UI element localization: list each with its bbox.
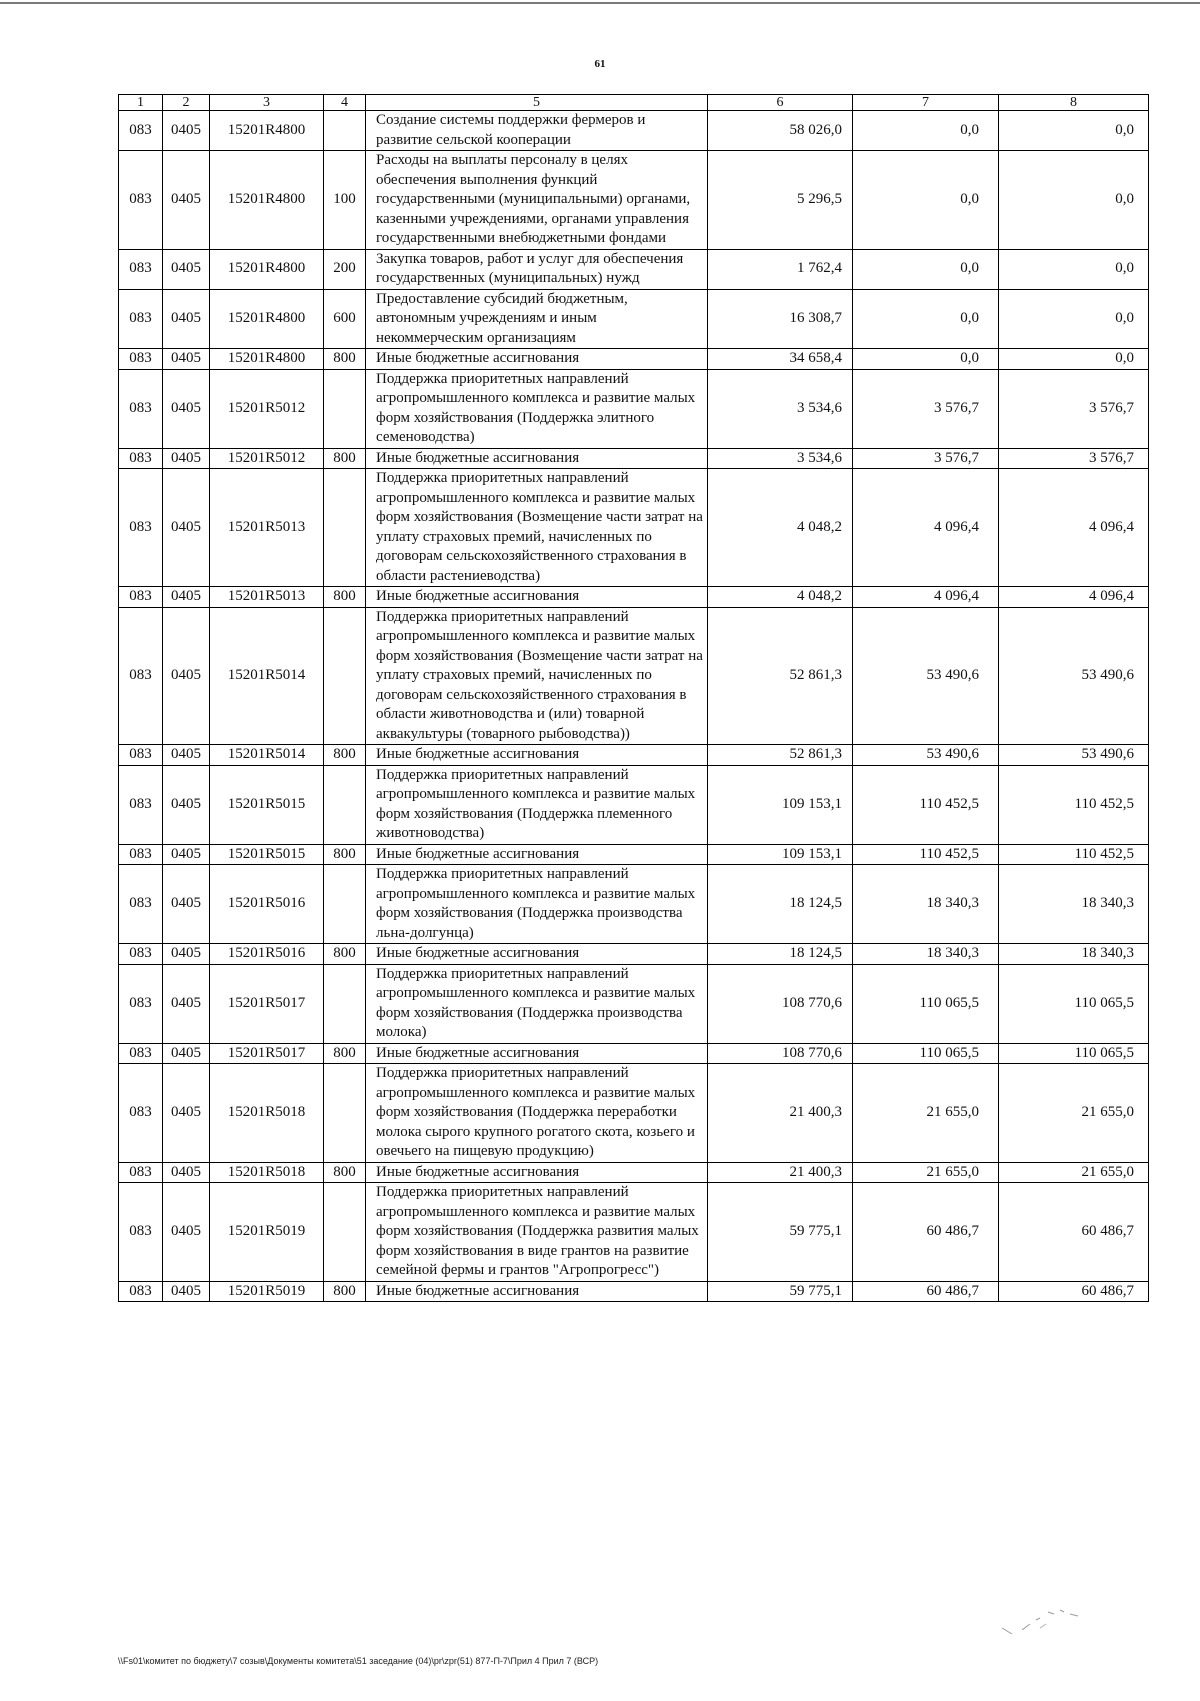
cell-amount-col8: 0,0 (999, 289, 1149, 349)
cell-section-code: 0405 (163, 607, 210, 745)
cell-description: Иные бюджетные ассигнования (366, 1162, 708, 1183)
cell-amount-col7: 60 486,7 (853, 1281, 999, 1302)
cell-amount-col8: 0,0 (999, 249, 1149, 289)
cell-section-code: 0405 (163, 765, 210, 844)
cell-amount-col8: 21 655,0 (999, 1064, 1149, 1163)
header-cell: 6 (708, 95, 853, 111)
cell-description: Иные бюджетные ассигнования (366, 745, 708, 766)
cell-section-code: 0405 (163, 1183, 210, 1282)
cell-admin-code: 083 (119, 349, 163, 370)
cell-expense-type: 800 (324, 1043, 366, 1064)
cell-admin-code: 083 (119, 587, 163, 608)
cell-target-article: 15201R4800 (210, 249, 324, 289)
cell-amount-col6: 21 400,3 (708, 1064, 853, 1163)
cell-amount-col6: 4 048,2 (708, 587, 853, 608)
cell-section-code: 0405 (163, 289, 210, 349)
cell-section-code: 0405 (163, 349, 210, 370)
cell-expense-type: 200 (324, 249, 366, 289)
cell-amount-col7: 3 576,7 (853, 448, 999, 469)
table-row (119, 607, 1149, 745)
cell-section-code: 0405 (163, 469, 210, 587)
cell-description: Поддержка приоритетных направлений агропромышленного комплекса и развитие малых форм хозяйствования (Поддержка производства молока) (366, 964, 708, 1043)
cell-admin-code: 083 (119, 944, 163, 965)
cell-section-code: 0405 (163, 944, 210, 965)
cell-expense-type: 800 (324, 349, 366, 370)
cell-expense-type (324, 1183, 366, 1282)
table-row (119, 765, 1149, 844)
cell-target-article: 15201R5013 (210, 587, 324, 608)
cell-expense-type: 100 (324, 151, 366, 250)
cell-amount-col7: 4 096,4 (853, 469, 999, 587)
cell-admin-code: 083 (119, 765, 163, 844)
header-cell: 8 (999, 95, 1149, 111)
cell-amount-col8: 0,0 (999, 111, 1149, 151)
cell-target-article: 15201R5014 (210, 607, 324, 745)
cell-amount-col7: 4 096,4 (853, 587, 999, 608)
table-row (119, 1064, 1149, 1163)
cell-amount-col7: 21 655,0 (853, 1162, 999, 1183)
cell-amount-col6: 58 026,0 (708, 111, 853, 151)
cell-amount-col6: 3 534,6 (708, 369, 853, 448)
cell-amount-col7: 110 065,5 (853, 1043, 999, 1064)
cell-admin-code: 083 (119, 1183, 163, 1282)
cell-amount-col8: 3 576,7 (999, 448, 1149, 469)
cell-amount-col6: 108 770,6 (708, 964, 853, 1043)
table-row (119, 944, 1149, 965)
cell-amount-col7: 21 655,0 (853, 1064, 999, 1163)
cell-amount-col7: 60 486,7 (853, 1183, 999, 1282)
cell-expense-type: 800 (324, 745, 366, 766)
cell-expense-type (324, 1064, 366, 1163)
cell-target-article: 15201R4800 (210, 111, 324, 151)
cell-amount-col7: 110 452,5 (853, 765, 999, 844)
page-number: 61 (594, 58, 606, 70)
cell-amount-col7: 18 340,3 (853, 944, 999, 965)
table-row (119, 1162, 1149, 1183)
cell-section-code: 0405 (163, 249, 210, 289)
cell-amount-col6: 16 308,7 (708, 289, 853, 349)
table-row (119, 745, 1149, 766)
cell-expense-type (324, 765, 366, 844)
cell-amount-col7: 53 490,6 (853, 607, 999, 745)
cell-admin-code: 083 (119, 289, 163, 349)
header-cell: 1 (119, 95, 163, 111)
cell-description: Предоставление субсидий бюджетным, автономным учреждениям и иным некоммерческим организациям (366, 289, 708, 349)
cell-amount-col8: 0,0 (999, 349, 1149, 370)
cell-amount-col6: 21 400,3 (708, 1162, 853, 1183)
cell-description: Поддержка приоритетных направлений агропромышленного комплекса и развитие малых форм хозяйствования (Возмещение части затрат на уплату страховых премий, начисленных по договорам сельскохозяйственного страхования в области животноводства и (или) товарной аквакультуры (товарного рыбоводства)) (366, 607, 708, 745)
cell-amount-col8: 0,0 (999, 151, 1149, 250)
cell-target-article: 15201R5012 (210, 448, 324, 469)
cell-expense-type: 600 (324, 289, 366, 349)
cell-target-article: 15201R5013 (210, 469, 324, 587)
table-row (119, 469, 1149, 587)
cell-expense-type: 800 (324, 448, 366, 469)
table-body (119, 111, 1149, 1302)
cell-target-article: 15201R4800 (210, 289, 324, 349)
table-row (119, 249, 1149, 289)
cell-admin-code: 083 (119, 1043, 163, 1064)
cell-admin-code: 083 (119, 844, 163, 865)
cell-description: Поддержка приоритетных направлений агропромышленного комплекса и развитие малых форм хозяйствования (Поддержка развития малых форм хозяйствования в виде грантов на развитие семейной фермы и грантов "Агропрогресс") (366, 1183, 708, 1282)
cell-admin-code: 083 (119, 369, 163, 448)
cell-target-article: 15201R5019 (210, 1183, 324, 1282)
cell-admin-code: 083 (119, 1281, 163, 1302)
cell-amount-col8: 3 576,7 (999, 369, 1149, 448)
cell-section-code: 0405 (163, 448, 210, 469)
table-row (119, 369, 1149, 448)
cell-amount-col8: 18 340,3 (999, 944, 1149, 965)
cell-amount-col7: 110 065,5 (853, 964, 999, 1043)
cell-admin-code: 083 (119, 111, 163, 151)
cell-description: Иные бюджетные ассигнования (366, 844, 708, 865)
cell-admin-code: 083 (119, 865, 163, 944)
header-cell: 3 (210, 95, 324, 111)
top-rule (0, 2, 1200, 4)
cell-description: Закупка товаров, работ и услуг для обеспечения государственных (муниципальных) нужд (366, 249, 708, 289)
cell-expense-type (324, 111, 366, 151)
cell-amount-col8: 60 486,7 (999, 1281, 1149, 1302)
cell-amount-col6: 59 775,1 (708, 1183, 853, 1282)
cell-description: Поддержка приоритетных направлений агропромышленного комплекса и развитие малых форм хозяйствования (Поддержка племенного животноводства) (366, 765, 708, 844)
cell-admin-code: 083 (119, 607, 163, 745)
cell-amount-col8: 18 340,3 (999, 865, 1149, 944)
table-row (119, 964, 1149, 1043)
cell-amount-col6: 4 048,2 (708, 469, 853, 587)
cell-expense-type (324, 607, 366, 745)
cell-description: Создание системы поддержки фермеров и развитие сельской кооперации (366, 111, 708, 151)
table-row (119, 1281, 1149, 1302)
cell-admin-code: 083 (119, 745, 163, 766)
cell-amount-col7: 53 490,6 (853, 745, 999, 766)
cell-section-code: 0405 (163, 111, 210, 151)
cell-expense-type (324, 469, 366, 587)
cell-amount-col7: 3 576,7 (853, 369, 999, 448)
cell-section-code: 0405 (163, 369, 210, 448)
cell-section-code: 0405 (163, 587, 210, 608)
cell-expense-type (324, 369, 366, 448)
cell-amount-col7: 18 340,3 (853, 865, 999, 944)
cell-amount-col6: 5 296,5 (708, 151, 853, 250)
cell-amount-col8: 53 490,6 (999, 745, 1149, 766)
table-row (119, 289, 1149, 349)
cell-amount-col7: 0,0 (853, 349, 999, 370)
table-row (119, 865, 1149, 944)
header-cell: 4 (324, 95, 366, 111)
cell-description: Иные бюджетные ассигнования (366, 1281, 708, 1302)
cell-section-code: 0405 (163, 151, 210, 250)
table-row (119, 1043, 1149, 1064)
cell-amount-col8: 53 490,6 (999, 607, 1149, 745)
cell-amount-col7: 110 452,5 (853, 844, 999, 865)
cell-expense-type (324, 865, 366, 944)
cell-description: Поддержка приоритетных направлений агропромышленного комплекса и развитие малых форм хозяйствования (Поддержка переработки молока сырого крупного рогатого скота, козьего и овечьего на пищевую продукцию) (366, 1064, 708, 1163)
cell-section-code: 0405 (163, 1043, 210, 1064)
cell-amount-col7: 0,0 (853, 249, 999, 289)
table-row (119, 844, 1149, 865)
cell-expense-type: 800 (324, 1162, 366, 1183)
table-row (119, 587, 1149, 608)
cell-amount-col6: 18 124,5 (708, 944, 853, 965)
cell-target-article: 15201R5018 (210, 1162, 324, 1183)
cell-amount-col8: 110 065,5 (999, 964, 1149, 1043)
cell-expense-type: 800 (324, 587, 366, 608)
cell-admin-code: 083 (119, 1162, 163, 1183)
cell-admin-code: 083 (119, 151, 163, 250)
signature-mark (1000, 1600, 1090, 1640)
cell-admin-code: 083 (119, 469, 163, 587)
cell-amount-col8: 110 452,5 (999, 844, 1149, 865)
cell-admin-code: 083 (119, 1064, 163, 1163)
cell-amount-col6: 52 861,3 (708, 745, 853, 766)
cell-section-code: 0405 (163, 1064, 210, 1163)
cell-target-article: 15201R5019 (210, 1281, 324, 1302)
cell-amount-col8: 4 096,4 (999, 587, 1149, 608)
cell-section-code: 0405 (163, 865, 210, 944)
cell-target-article: 15201R4800 (210, 349, 324, 370)
cell-amount-col6: 59 775,1 (708, 1281, 853, 1302)
cell-description: Иные бюджетные ассигнования (366, 349, 708, 370)
cell-target-article: 15201R5014 (210, 745, 324, 766)
cell-amount-col8: 110 065,5 (999, 1043, 1149, 1064)
cell-description: Иные бюджетные ассигнования (366, 944, 708, 965)
cell-target-article: 15201R5017 (210, 1043, 324, 1064)
cell-amount-col7: 0,0 (853, 289, 999, 349)
table-row (119, 349, 1149, 370)
table-header-row (119, 95, 1149, 111)
footer-file-path: \\Fs01\комитет по бюджету\7 созыв\Документы комитета\51 заседание (04)\pr\zpr(51) 877-П-7\Прил 4 Прил 7 (ВСР) (118, 1656, 599, 1666)
cell-expense-type: 800 (324, 1281, 366, 1302)
cell-description: Иные бюджетные ассигнования (366, 1043, 708, 1064)
cell-description: Поддержка приоритетных направлений агропромышленного комплекса и развитие малых форм хозяйствования (Возмещение части затрат на уплату страховых премий, начисленных по договорам сельскохозяйственного страхования в области растениеводства) (366, 469, 708, 587)
table-row (119, 1183, 1149, 1282)
cell-target-article: 15201R5015 (210, 765, 324, 844)
cell-target-article: 15201R5017 (210, 964, 324, 1043)
cell-section-code: 0405 (163, 964, 210, 1043)
cell-target-article: 15201R4800 (210, 151, 324, 250)
cell-target-article: 15201R5015 (210, 844, 324, 865)
cell-amount-col8: 60 486,7 (999, 1183, 1149, 1282)
cell-expense-type: 800 (324, 844, 366, 865)
cell-description: Иные бюджетные ассигнования (366, 448, 708, 469)
cell-description: Поддержка приоритетных направлений агропромышленного комплекса и развитие малых форм хозяйствования (Поддержка производства льна-долгунца) (366, 865, 708, 944)
budget-table (118, 94, 1149, 1302)
header-cell: 5 (366, 95, 708, 111)
cell-amount-col7: 0,0 (853, 151, 999, 250)
cell-amount-col6: 1 762,4 (708, 249, 853, 289)
cell-amount-col6: 3 534,6 (708, 448, 853, 469)
cell-section-code: 0405 (163, 844, 210, 865)
cell-admin-code: 083 (119, 964, 163, 1043)
cell-admin-code: 083 (119, 249, 163, 289)
cell-section-code: 0405 (163, 1281, 210, 1302)
cell-description: Поддержка приоритетных направлений агропромышленного комплекса и развитие малых форм хозяйствования (Поддержка элитного семеноводства) (366, 369, 708, 448)
cell-amount-col8: 21 655,0 (999, 1162, 1149, 1183)
header-cell: 2 (163, 95, 210, 111)
cell-amount-col6: 18 124,5 (708, 865, 853, 944)
cell-target-article: 15201R5018 (210, 1064, 324, 1163)
cell-amount-col8: 110 452,5 (999, 765, 1149, 844)
cell-expense-type: 800 (324, 944, 366, 965)
cell-amount-col7: 0,0 (853, 111, 999, 151)
cell-section-code: 0405 (163, 1162, 210, 1183)
cell-description: Расходы на выплаты персоналу в целях обеспечения выполнения функций государственными (муниципальными) органами, казенными учреждениями, органами управления государственными внебюджетными фондами (366, 151, 708, 250)
cell-admin-code: 083 (119, 448, 163, 469)
cell-amount-col6: 108 770,6 (708, 1043, 853, 1064)
table-row (119, 111, 1149, 151)
header-cell: 7 (853, 95, 999, 111)
table-row (119, 448, 1149, 469)
cell-target-article: 15201R5016 (210, 944, 324, 965)
cell-expense-type (324, 964, 366, 1043)
cell-amount-col6: 52 861,3 (708, 607, 853, 745)
cell-amount-col6: 109 153,1 (708, 765, 853, 844)
cell-target-article: 15201R5016 (210, 865, 324, 944)
cell-section-code: 0405 (163, 745, 210, 766)
cell-amount-col6: 109 153,1 (708, 844, 853, 865)
table-row (119, 151, 1149, 250)
cell-amount-col6: 34 658,4 (708, 349, 853, 370)
cell-amount-col8: 4 096,4 (999, 469, 1149, 587)
cell-target-article: 15201R5012 (210, 369, 324, 448)
cell-description: Иные бюджетные ассигнования (366, 587, 708, 608)
